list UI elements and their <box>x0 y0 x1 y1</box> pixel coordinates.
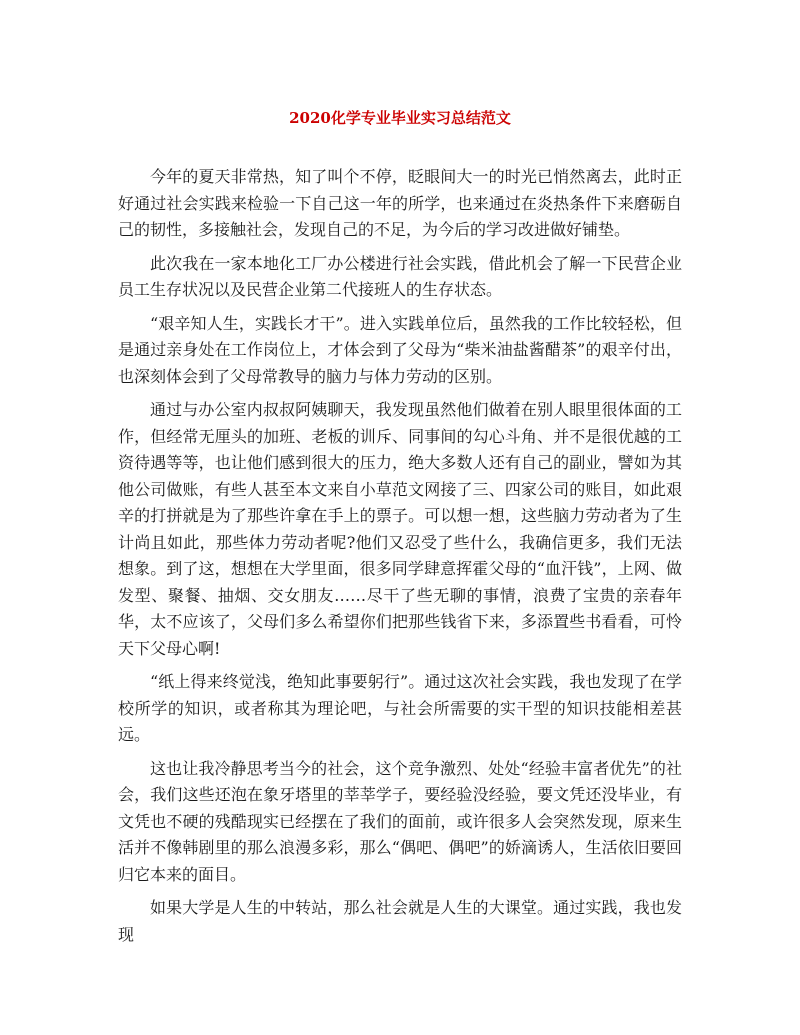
paragraph-5: “纸上得来终觉浅，绝知此事要躬行”。通过这次社会实践，我也发现了在学校所学的知识，或者称其为理论吧，与社会所需要的实干型的知识技能相差甚远。 <box>118 672 682 744</box>
paragraph-7: 如果大学是人生的中转站，那么社会就是人生的大课堂。通过实践，我也发现 <box>118 898 682 944</box>
paragraph-2: 此次我在一家本地化工厂办公楼进行社会实践，借此机会了解一下民营企业员工生存状况以及民营企业第二代接班人的生存状态。 <box>118 253 682 299</box>
document-body <box>118 164 682 955</box>
paragraph-3: “艰辛知人生，实践长才干”。进入实践单位后，虽然我的工作比较轻松，但是通过亲身处在工作岗位上，才体会到了父母为“柴米油盐酱醋茶”的艰辛付出，也深刻体会到了父母常教导的脑力与体力劳动的区别。 <box>118 313 682 386</box>
paragraph-1: 今年的夏天非常热，知了叫个不停，眨眼间大一的时光已悄然离去，此时正好通过社会实践来检验一下自己这一年的所学，也来通过在炎热条件下来磨砺自己的韧性，多接触社会，发现自己的不足，为今后的学习改进做好铺垫。 <box>118 167 682 239</box>
document-title: 2020化学专业毕业实习总结范文 <box>289 109 511 127</box>
paragraph-6: 这也让我冷静思考当今的社会，这个竞争激烈、处处“经验丰富者优先”的社会，我们这些还泡在象牙塔里的莘莘学子，要经验没经验，要文凭还没毕业，有文凭也不硬的残酷现实已经摆在了我们的面前，或许很多人会突然发现，原来生活并不像韩剧里的那么浪漫多彩，那么“偶吧、偶吧”的娇滴诱人，生活依旧要回归它本来的面目。 <box>118 758 682 884</box>
paragraph-4: 通过与办公室内叔叔阿姨聊天，我发现虽然他们做着在别人眼里很体面的工作，但经常无厘头的加班、老板的训斥、同事间的勾心斗角、并不是很优越的工资待遇等等，也让他们感到很大的压力，绝大多数人还有自己的副业，譬如为其他公司做账，有些人甚至本文来自小草范文网接了三、四家公司的账目，如此艰辛的打拼就是为了那些许拿在手上的票子。可以想一想，这些脑力劳动者为了生计尚且如此，那些体力劳动者呢?他们又忍受了些什么，我确信更多，我们无法想象。到了这，想想在大学里面，很多同学肆意挥霍父母的“血汗钱”，上网、做发型、聚餐、抽烟、交女朋友……尽干了些无聊的事情，浪费了宝贵的亲春年华，太不应该了，父母们多么希望你们把那些钱省下来，多添置些书看看，可怜天下父母心啊! <box>118 400 682 658</box>
